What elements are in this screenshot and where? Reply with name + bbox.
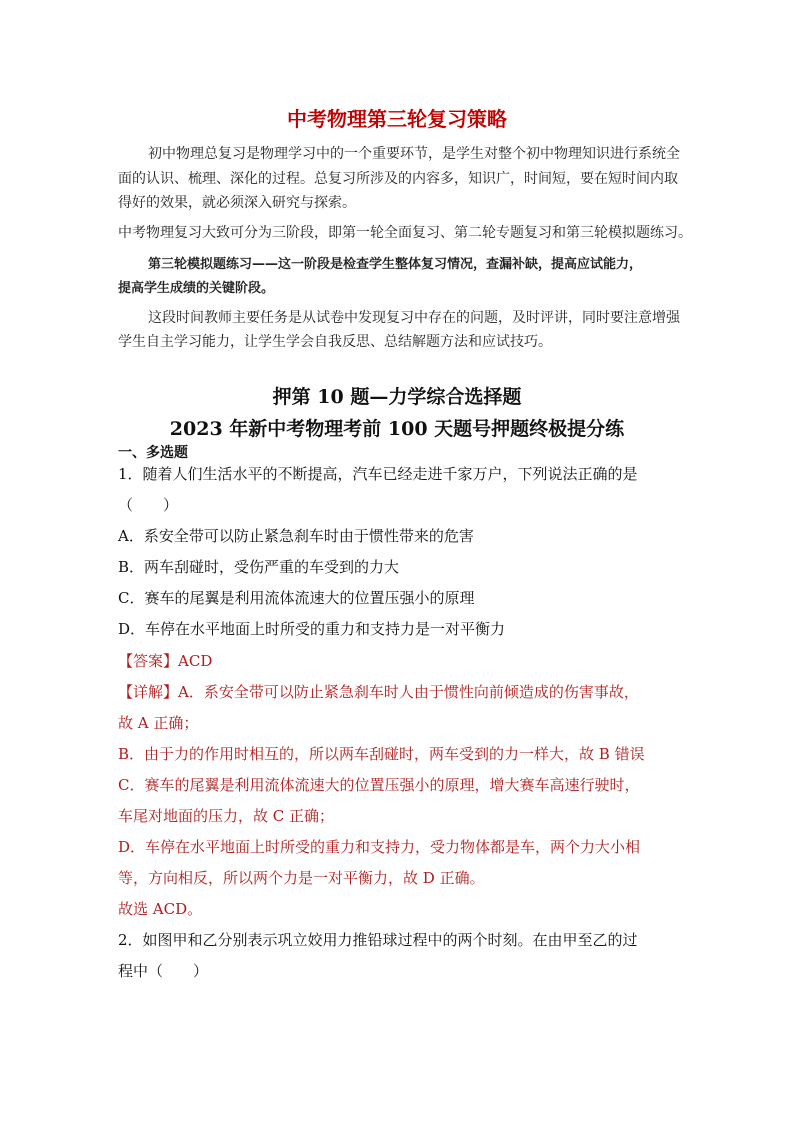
q1-detail-line-4: C．赛车的尾翼是利用流体流速大的位置压强小的原理，增大赛车高速行驶时， (118, 776, 640, 794)
intro-paragraph-1-line-2: 面的认识、梳理、深化的过程。总复习所涉及的内容多，知识广，时间短，要在短时间内取 (118, 171, 678, 187)
answer-value: ACD (178, 652, 213, 670)
intro-paragraph-1-line-3: 得好的效果，就必须深入研究与探索。 (118, 195, 356, 211)
q1-option-c: C．赛车的尾翼是利用流体流速大的位置压强小的原理 (118, 589, 475, 607)
intro-paragraph-4-line-2: 学生自主学习能力，让学生学会自我反思、总结解题方法和应试技巧。 (118, 334, 552, 350)
q1-stem-line-2: （ ） (118, 496, 179, 514)
q1-option-d: D．车停在水平地面上时所受的重力和支持力是一对平衡力 (118, 620, 506, 638)
section-title-2: 2023 年新中考物理考前 100 天题号押题终极提分练 (169, 418, 625, 440)
answer-label: 【答案】 (118, 652, 179, 670)
q2-stem-line-2: 程中（ ） (118, 962, 209, 980)
intro-paragraph-3-line-2: 提高学生成绩的关键阶段。 (118, 281, 275, 296)
q1-detail-line-1 (118, 681, 639, 702)
q1-option-b: B．两车刮碰时，受伤严重的车受到的力大 (118, 558, 400, 576)
document-title: 中考物理第三轮复习策略 (287, 107, 507, 131)
q1-detail-line-6: D．车停在水平地面上时所受的重力和支持力，受力物体都是车，两个力大小相 (118, 838, 641, 856)
q1-detail-line-3: B．由于力的作用时相互的，所以两车刮碰时，两车受到的力一样大，故 B 错误 (118, 745, 645, 763)
q1-detail-line-2: 故 A 正确； (118, 714, 199, 732)
q1-option-a: A．系安全带可以防止紧急刹车时由于惯性带来的危害 (118, 527, 474, 545)
intro-paragraph-3-line-1: 第三轮模拟题练习——这一阶段是检查学生整体复习情况，查漏补缺，提高应试能力， (148, 257, 643, 272)
intro-paragraph-2: 中考物理复习大致可分为三阶段，即第一轮全面复习、第二轮专题复习和第三轮模拟题练习。 (118, 225, 692, 241)
detail-text: A．系安全带可以防止紧急刹车时人由于惯性向前倾造成的伤害事故， (178, 683, 639, 701)
intro-paragraph-1-line-1: 初中物理总复习是物理学习中的一个重要环节，是学生对整个初中物理知识进行系统全 (148, 146, 680, 162)
q1-conclusion: 故选 ACD。 (118, 900, 203, 918)
intro-paragraph-4-line-1: 这段时间教师主要任务是从试卷中发现复习中存在的问题，及时评讲，同时要注意增强 (148, 310, 680, 326)
q1-detail-line-5: 车尾对地面的压力，故 C 正确； (118, 807, 335, 825)
q1-detail-line-7: 等，方向相反，所以两个力是一对平衡力，故 D 正确。 (118, 869, 485, 887)
q1-answer (118, 650, 212, 671)
q1-stem-line-1: 1．随着人们生活水平的不断提高，汽车已经走进千家万户，下列说法正确的是 (118, 465, 638, 483)
section-title-1: 押第 10 题—力学综合选择题 (272, 386, 522, 408)
part-heading: 一、多选题 (118, 445, 188, 461)
q2-stem-line-1: 2．如图甲和乙分别表示巩立姣用力推铅球过程中的两个时刻。在由甲至乙的过 (118, 931, 638, 949)
detail-label: 【详解】 (118, 683, 179, 701)
